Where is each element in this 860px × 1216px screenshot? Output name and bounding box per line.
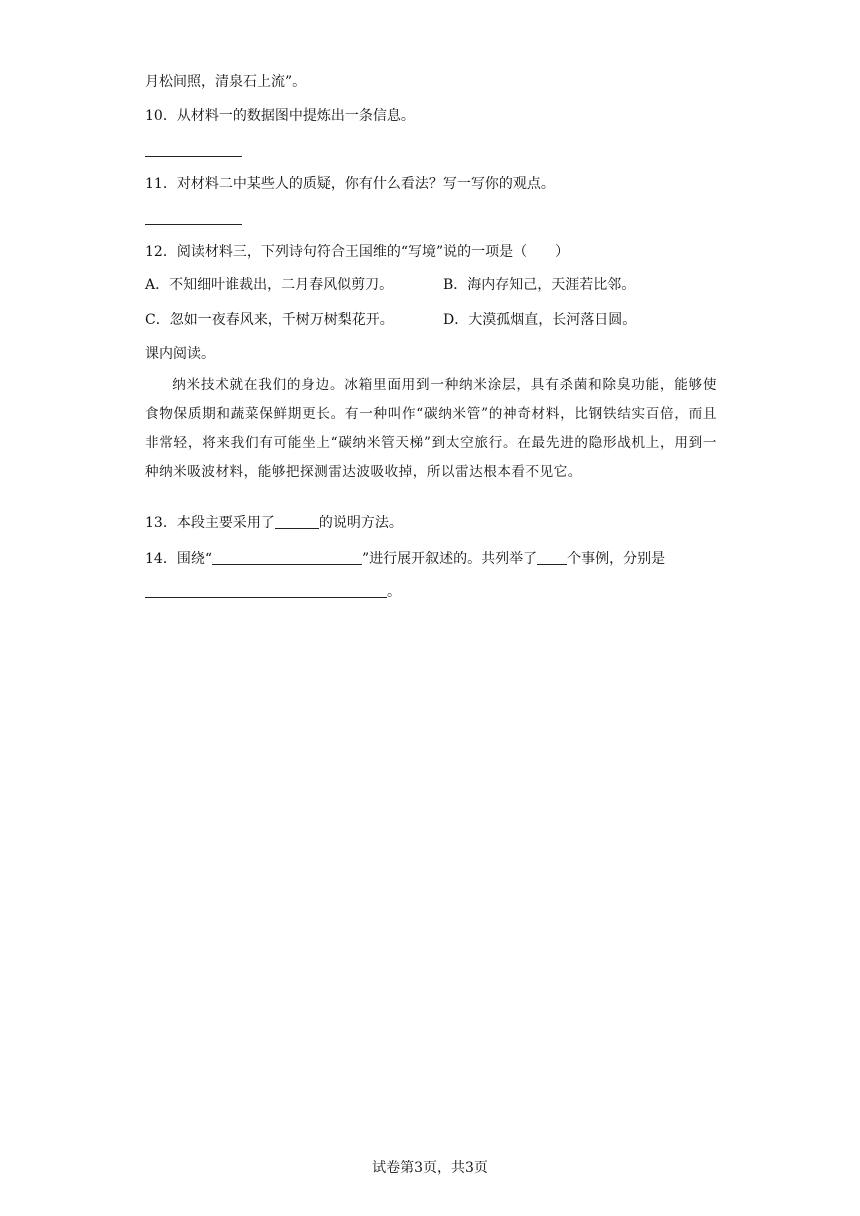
q14-end: 。 (387, 584, 401, 600)
q14-middle2: 个事例，分别是 (567, 551, 666, 567)
q14-blank-topic (212, 550, 362, 565)
question-12-stem: 12．阅读材料三，下列诗句符合王国维的“写境”说的一项是（ ） (145, 244, 570, 260)
passage-paragraph: 纳米技术就在我们的身边。冰箱里面用到一种纳米涂层，具有杀菌和除臭功能，能够使食物保质期和蔬菜保鲜期更长。有一种叫作“碳纳米管”的神奇材料，比钢铁结实百倍，而且非常轻，将来我们有可能坐上“碳纳米管天梯”到太空旅行。在最先进的隐形战机上，用到一种纳米吸波材料，能够把探测雷达波吸收掉，所以雷达根本看不见它。 (145, 377, 717, 480)
q13-blank (275, 514, 319, 529)
question-14 (145, 549, 665, 569)
q14-blank-count (537, 550, 567, 565)
question-14-line2 (145, 582, 401, 602)
reading-passage (145, 371, 717, 487)
option-c: C．忽如一夜春风来，千树万树梨花开。 (145, 312, 394, 328)
previous-material-continuation: 月松间照，清泉石上流”。 (145, 74, 307, 90)
q14-blank-examples (145, 583, 387, 598)
option-d: D．大漠孤烟直，长河落日圆。 (443, 312, 637, 328)
question-13 (145, 513, 403, 533)
q13-prefix: 13．本段主要采用了 (145, 515, 275, 531)
answer-line-q11 (145, 224, 242, 225)
answer-line-q10 (145, 156, 242, 157)
question-10: 10．从材料一的数据图中提炼出一条信息。 (145, 108, 415, 124)
q13-suffix: 的说明方法。 (318, 515, 403, 531)
page-footer: 试卷第3页，共3页 (372, 1160, 488, 1176)
q14-prefix: 14．围绕“ (145, 551, 212, 567)
q14-middle: ”进行展开叙述的。共列举了 (361, 551, 538, 567)
option-b: B．海内存知己，天涯若比邻。 (443, 277, 636, 293)
option-a: A．不知细叶谁裁出，二月春风似剪刀。 (145, 277, 394, 293)
question-11: 11．对材料二中某些人的质疑，你有什么看法？写一写你的观点。 (145, 176, 555, 192)
section-title: 课内阅读。 (145, 346, 215, 362)
